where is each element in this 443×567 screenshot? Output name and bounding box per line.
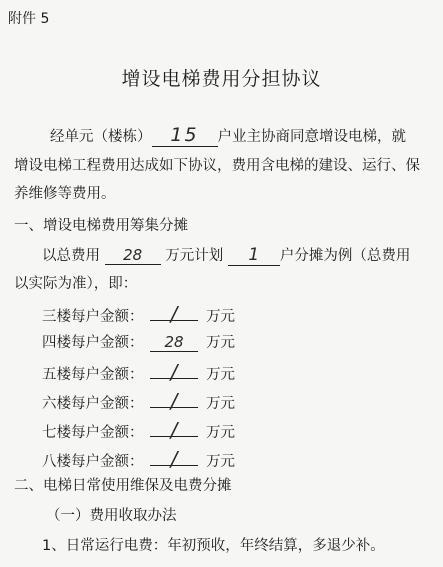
total-cost-blank: [105, 246, 161, 265]
total-mid: 万元计划: [165, 248, 224, 264]
floor-amount-unit: 万元: [206, 309, 235, 325]
floor-amount-value: /: [170, 447, 178, 471]
floor-amount-row: [42, 360, 235, 384]
intro-line-3: 养维修等费用。: [14, 186, 116, 202]
floor-amount-row: [42, 331, 235, 352]
floor-amount-label: 六楼每户金额：: [42, 396, 144, 412]
floor-amount-blank: [150, 302, 198, 326]
floor-amount-row: [42, 447, 235, 471]
floor-amount-unit: 万元: [206, 367, 235, 383]
intro-line-1: [50, 124, 406, 147]
section-2-heading: 二、电梯日常使用维保及电费分摊: [14, 478, 232, 494]
floor-amount-value: /: [170, 389, 178, 413]
floor-amount-unit: 万元: [206, 425, 235, 441]
floor-amount-unit: 万元: [206, 454, 235, 470]
intro-line-2: 增设电梯工程费用达成如下协议，费用含电梯的建设、运行、保: [14, 158, 420, 174]
floor-amount-value: /: [170, 302, 178, 326]
document-title: 增设电梯费用分担协议: [121, 68, 322, 90]
intro-suffix: 户业主协商同意增设电梯，就: [217, 129, 406, 145]
floor-amount-unit: 万元: [206, 335, 235, 351]
floor-amount-label: 八楼每户金额：: [42, 454, 144, 470]
floor-amount-label: 三楼每户金额：: [42, 309, 144, 325]
total-suffix: 户分摊为例（总费用: [279, 248, 411, 264]
section-2-item-1: 1、日常运行电费：年初预收，年终结算，多退少补。: [42, 538, 385, 554]
total-prefix: 以总费用: [42, 248, 100, 264]
intro-prefix: 经单元（楼栋）: [50, 129, 152, 145]
section-1-heading: 一、增设电梯费用筹集分摊: [14, 218, 188, 234]
floor-amount-value: 28: [164, 333, 184, 351]
floor-amount-label: 四楼每户金额：: [42, 335, 144, 351]
total-cost-line: [42, 244, 410, 266]
floor-amount-value: /: [170, 360, 178, 384]
building-number-blank: [152, 124, 218, 147]
households-value: 1: [248, 245, 260, 265]
total-cost-value: 28: [123, 246, 143, 264]
floor-amount-blank: [150, 418, 198, 442]
floor-amount-value: /: [170, 418, 178, 442]
floor-amount-blank: [150, 447, 198, 471]
floor-amount-label: 七楼每户金额：: [42, 425, 144, 441]
section-2-subheading: （一）费用收取办法: [46, 508, 177, 524]
households-blank: [228, 245, 280, 266]
floor-amount-row: [42, 389, 235, 413]
floor-amount-blank: [150, 333, 198, 352]
total-cost-continuation: 以实际为准），即：: [14, 276, 138, 292]
building-number-value: 15: [170, 124, 199, 146]
floor-amount-row: [42, 418, 235, 442]
floor-amount-row: [42, 302, 235, 326]
floor-amount-label: 五楼每户金额：: [42, 367, 144, 383]
floor-amount-blank: [150, 389, 198, 413]
annex-label: 附件 5: [8, 11, 50, 27]
floor-amount-blank: [150, 360, 198, 384]
floor-amount-unit: 万元: [206, 396, 235, 412]
